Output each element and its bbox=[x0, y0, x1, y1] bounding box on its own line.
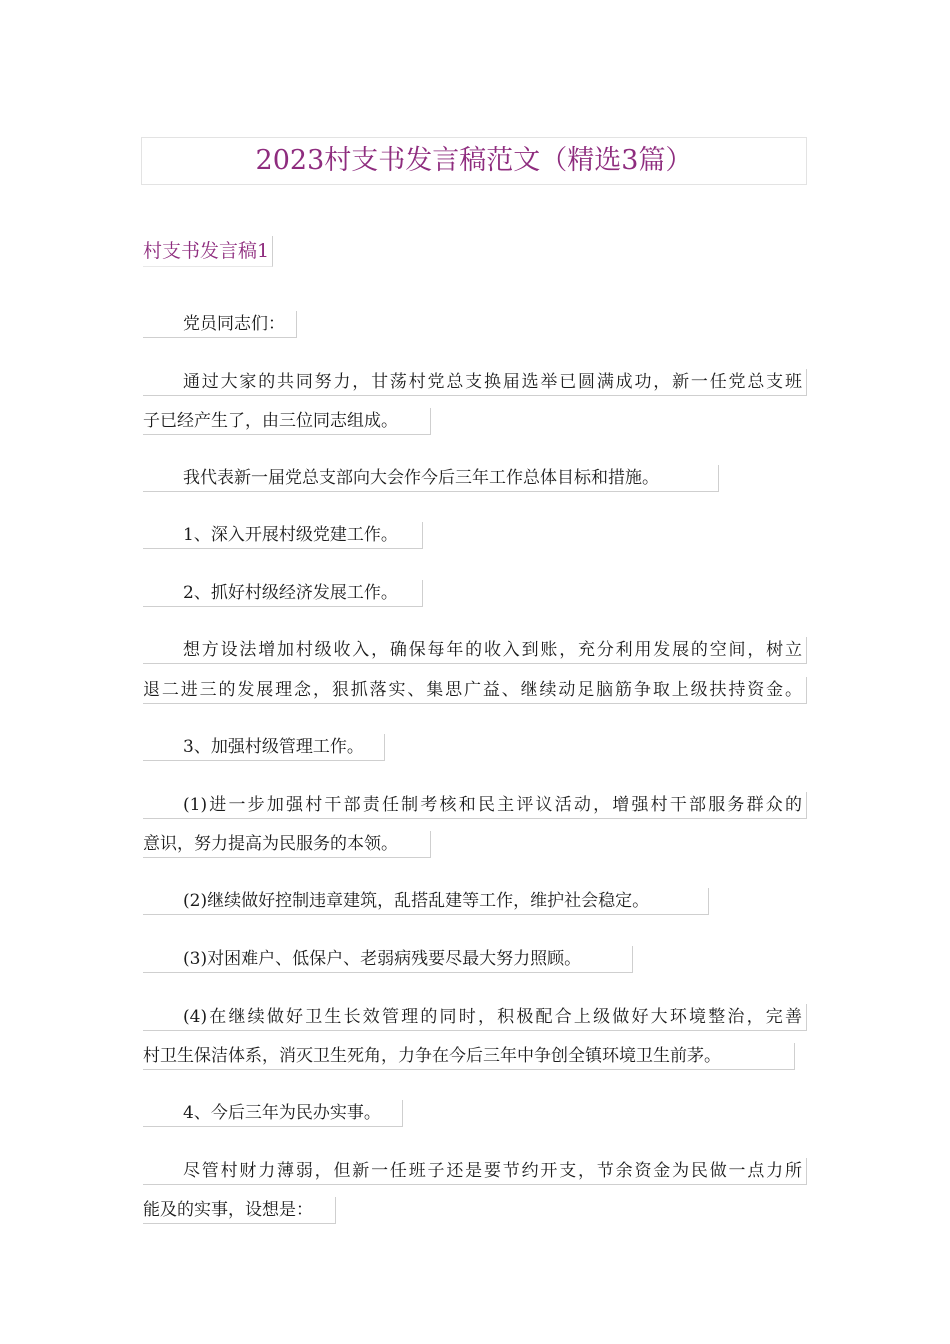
paragraph-line: 退二进三的发展理念，狠抓落实、集思广益、继续动足脑筋争取上级扶持资金。 bbox=[143, 677, 807, 704]
paragraph-line: (4)在继续做好卫生长效管理的同时，积极配合上级做好大环境整治，完善 bbox=[143, 1004, 807, 1031]
paragraph-line: 能及的实事，设想是： bbox=[143, 1197, 336, 1224]
paragraph-line: (3)对困难户、低保户、老弱病残要尽最大努力照顾。 bbox=[143, 946, 633, 973]
paragraph-line: 想方设法增加村级收入，确保每年的收入到账，充分利用发展的空间，树立 bbox=[143, 637, 807, 664]
paragraph-line: 村卫生保洁体系，消灭卫生死角，力争在今后三年中争创全镇环境卫生前茅。 bbox=[143, 1043, 795, 1070]
title-box bbox=[141, 137, 807, 185]
paragraph-line: 通过大家的共同努力，甘荡村党总支换届选举已圆满成功，新一任党总支班 bbox=[143, 369, 807, 396]
paragraph-line: 子已经产生了，由三位同志组成。 bbox=[143, 408, 431, 435]
paragraph-line: 2、抓好村级经济发展工作。 bbox=[143, 580, 423, 607]
paragraph-line: 党员同志们： bbox=[143, 311, 297, 338]
section-heading: 村支书发言稿1 bbox=[143, 236, 273, 267]
paragraph-line: 意识，努力提高为民服务的本领。 bbox=[143, 831, 431, 858]
paragraph-line: 尽管村财力薄弱，但新一任班子还是要节约开支，节余资金为民做一点力所 bbox=[143, 1158, 807, 1185]
paragraph-line: 3、加强村级管理工作。 bbox=[143, 734, 385, 761]
document-title: 2023村支书发言稿范文（精选3篇） bbox=[255, 145, 693, 176]
paragraph-line: 1、深入开展村级党建工作。 bbox=[143, 522, 423, 549]
paragraph-line: (1)进一步加强村干部责任制考核和民主评议活动，增强村干部服务群众的 bbox=[143, 792, 807, 819]
paragraph-line: (2)继续做好控制违章建筑，乱搭乱建等工作，维护社会稳定。 bbox=[143, 888, 709, 915]
paragraph-line: 4、今后三年为民办实事。 bbox=[143, 1100, 403, 1127]
paragraph-line: 我代表新一届党总支部向大会作今后三年工作总体目标和措施。 bbox=[143, 465, 719, 492]
